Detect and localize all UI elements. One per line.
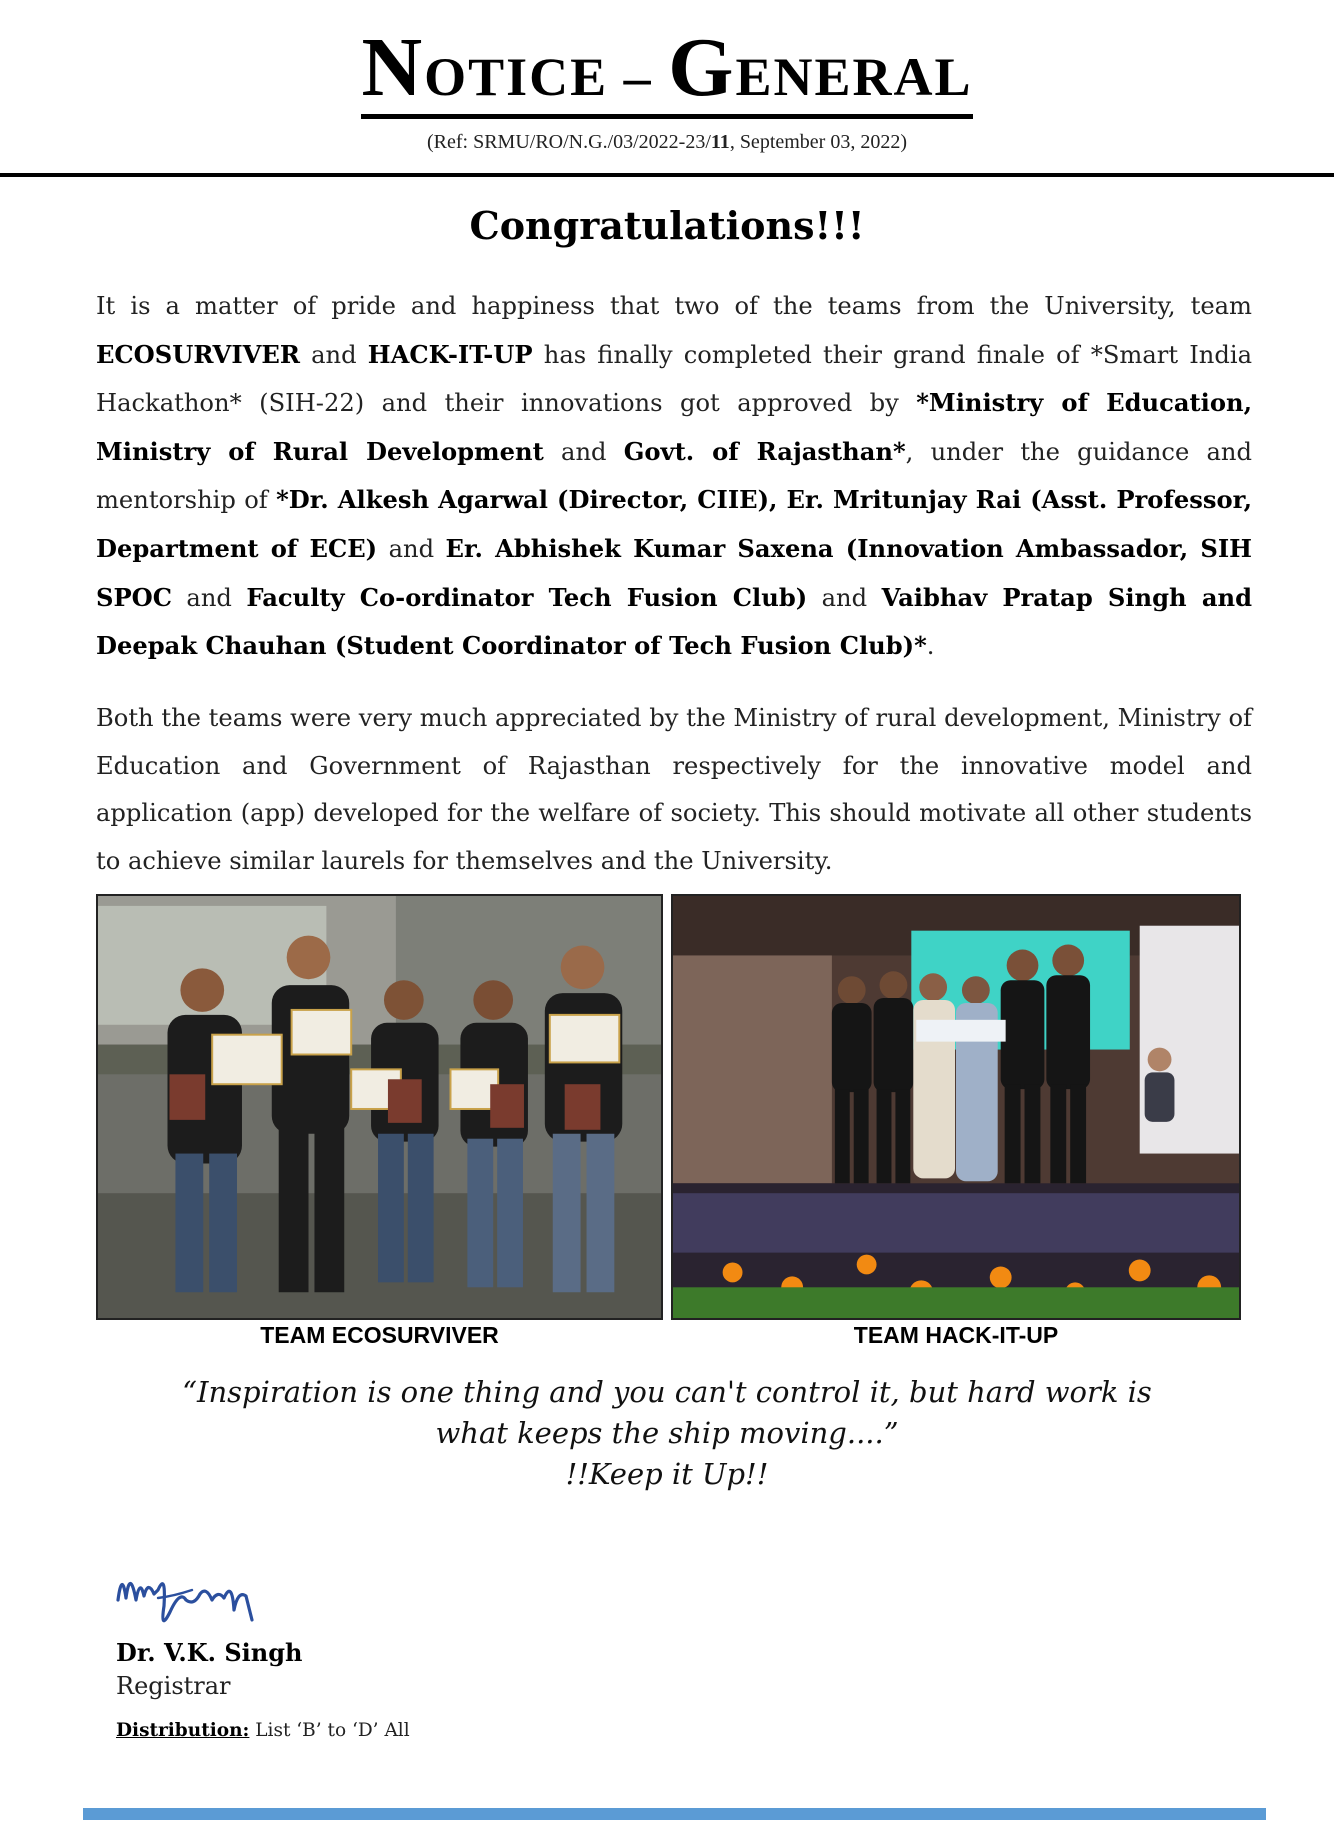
congratulations-heading: Congratulations!!! [469, 203, 865, 248]
distribution-value: List ‘B’ to ‘D’ All [249, 1720, 410, 1741]
caption-team-ecosurviver: TEAM ECOSURVIVER [260, 1322, 499, 1348]
quote-line-3: !!Keep it Up!! [565, 1457, 769, 1491]
distribution-line [116, 1720, 410, 1741]
inspirational-quote [160, 1372, 1174, 1495]
footer-bar [83, 1808, 1266, 1820]
distribution-label: Distribution: [116, 1720, 250, 1741]
notice-title [0, 21, 1334, 119]
signatory-name: Dr. V.K. Singh [116, 1638, 303, 1667]
signatory-designation: Registrar [116, 1672, 231, 1700]
reference-line: (Ref: SRMU/RO/N.G./03/2022-23/11, September 03, 2022) [427, 131, 907, 153]
quote-line-2: what keeps the ship moving....” [435, 1416, 899, 1450]
team-hack-it-up-photo [671, 894, 1241, 1320]
paragraph-announcement: It is a matter of pride and happiness that two of the teams from the University, team ECOSURVIVER and HACK-IT-UP has finally completed their grand finale of *Smart India Hackathon* (SIH-22) and their innovations got approved by *Ministry of Education, Ministry of Rural Development and Govt. of Rajasthan*, under the guidance and mentorship of *Dr. Alkesh Agarwal (Director, CIIE), Er. Mritunjay Rai (Asst. Professor, Department of ECE) and Er. Abhishek Kumar Saxena (Innovation Ambassador, SIH SPOC and Faculty Co-ordinator Tech Fusion Club) and Vaibhav Pratap Singh and Deepak Chauhan (Student Coordinator of Tech Fusion Club)*. [96, 292, 1253, 661]
signature-image [114, 1560, 284, 1640]
quote-line-1: “Inspiration is one thing and you can't control it, but hard work is [182, 1375, 1152, 1409]
paragraph-appreciation: Both the teams were very much appreciated by the Ministry of rural development, Ministry of Education and Government of Rajasthan respectively for the innovative model and application (app) developed for the welfare of society. This should motivate all other students to achieve similar laurels for themselves and the University. [96, 704, 1252, 875]
notice-heading: NOTICE – GENERAL [361, 26, 972, 119]
caption-team-hack-it-up: TEAM HACK-IT-UP [853, 1322, 1059, 1348]
header-divider [0, 173, 1334, 177]
team-ecosurviver-photo [96, 894, 663, 1320]
